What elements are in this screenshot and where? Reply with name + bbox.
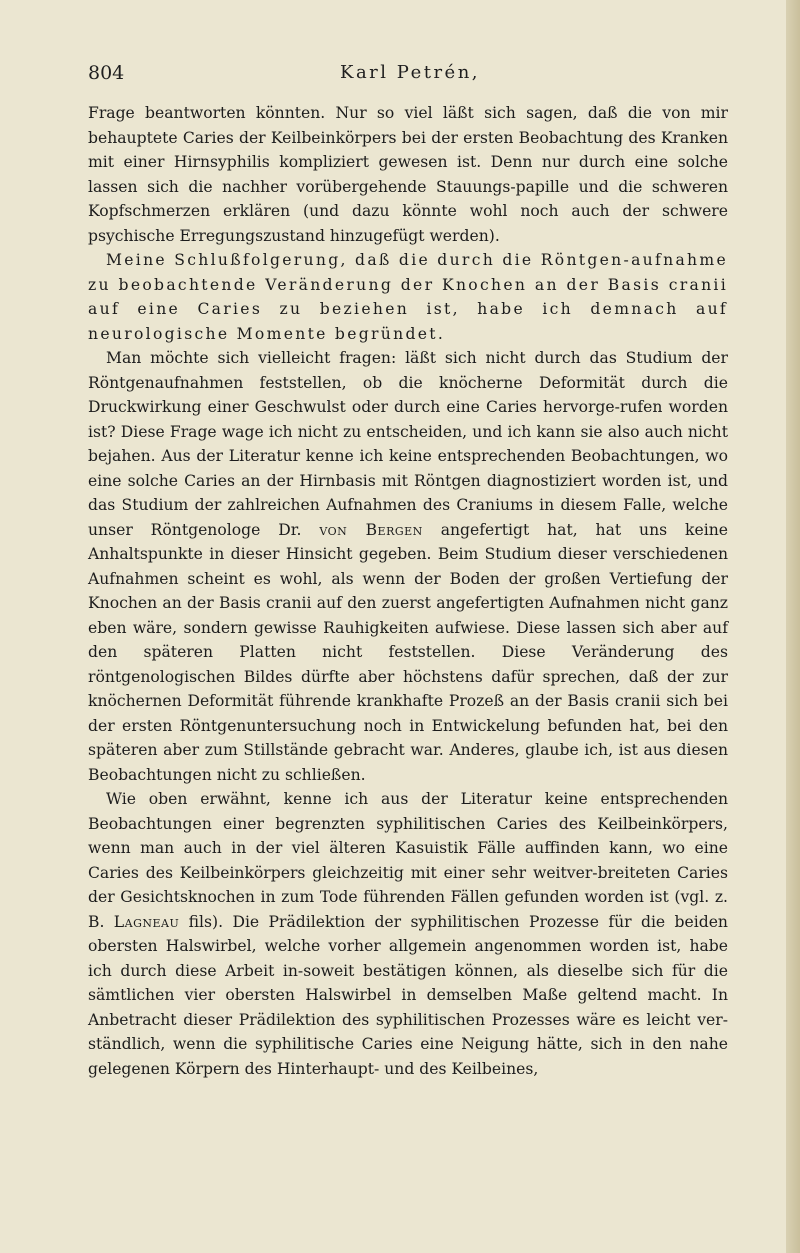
paragraph-4-text-a: Wie oben erwähnt, kenne ich aus der Literatur keine entsprechenden Beobachtungen einer begrenzten syphilitischen Caries des Keilbeinkörpers, wenn man auch in der viel älteren Kasuistik Fälle auffinden kann, wo eine Caries des Keilbeinkörpers gleichzeitig mit einer sehr weitver-breiteten Caries der Gesichtsknochen in zum Tode führenden Fällen gefunden worden ist (vgl. z. B. bbox=[88, 790, 728, 931]
paragraph-3 bbox=[88, 346, 728, 787]
paragraph-3-text-b: angefertigt hat, hat uns keine Anhaltspunkte in dieser Hinsicht gegeben. Beim Studium dieser verschiedenen Aufnahmen scheint es wohl, als wenn der Boden der großen Vertiefung der Knochen an der Basis cranii auf den zuerst angefertigten Aufnahmen nicht ganz eben wäre, sondern gewisse Rauhigkeiten aufwiese. Diese lassen sich aber auf den späteren Platten nicht feststellen. Diese Veränderung des röntgenologischen Bildes dürfte aber höchstens dafür sprechen, daß der zur knöchernen Deformität führende krankhafte Prozeß an der Basis cranii sich bei der ersten Röntgenuntersuchung noch in Entwickelung befunden hat, bei den späteren aber zum Stillstände gebracht war. Anderes, glaube ich, ist aus diesen Beobachtungen nicht zu schließen. bbox=[88, 520, 728, 784]
paragraph-4-text-b: fils). Die Prädilektion der syphilitischen Prozesse für die beiden obersten Halswirbel, welche vorher allgemein angenommen worden ist, habe ich durch diese Arbeit in-soweit bestätigen können, als dieselbe sich für die sämtlichen vier obersten Halswirbel in demselben Maße geltend macht. In Anbetracht dieser Prädilektion des syphilitischen Prozesses wäre es leicht ver-ständlich, wenn die syphilitische Caries eine Neigung hätte, sich in den nahe gelegenen Körpern des Hinterhaupt- und des Keilbeines, bbox=[88, 912, 728, 1078]
paragraph-4 bbox=[88, 787, 728, 1081]
paragraph-3-text-a: Man möchte sich vielleicht fragen: läßt sich nicht durch das Studium der Röntgenaufnahmen feststellen, ob die knöcherne Deformität durch die Druckwirkung einer Geschwulst oder durch eine Caries hervorge-rufen worden ist? Diese Frage wage ich nicht zu entscheiden, und ich kann sie also auch nicht bejahen. Aus der Literatur kenne ich keine entsprechenden Beobachtungen, wo eine solche Caries an der Hirnbasis mit Röntgen diagnostiziert worden ist, und das Studium der zahlreichen Aufnahmen des Craniums in diesem Falle, welche unser Röntgenologe Dr. bbox=[88, 349, 728, 539]
page-edge bbox=[786, 0, 800, 1253]
author-name-von-bergen: von Bergen bbox=[319, 520, 423, 539]
page-number: 804 bbox=[88, 62, 125, 84]
running-head: Karl Petrén, bbox=[340, 62, 481, 83]
author-name-lagneau: Lagneau bbox=[113, 912, 180, 931]
paragraph-1: Frage beantworten könnten. Nur so viel läßt sich sagen, daß die von mir behauptete Caries der Keilbeinkörpers bei der ersten Beobachtung des Kranken mit einer Hirnsyphilis kompliziert gewesen ist. Denn nur durch eine solche lassen sich die nachher vorübergehende Stauungs-papille und die schweren Kopfschmerzen erklären (und dazu könnte wohl noch auch der schwere psychische Erregungszustand hinzugefügt werden). bbox=[88, 104, 728, 245]
paragraph-2-conclusion: Meine Schlußfolgerung, daß die durch die Röntgen-aufnahme zu beobachtende Veränderung der Knochen an der Basis cranii auf eine Caries zu beziehen ist, habe ich demnach auf neurologische Momente begründet. bbox=[88, 251, 728, 343]
body-text bbox=[88, 101, 728, 1081]
page-header bbox=[88, 62, 728, 90]
